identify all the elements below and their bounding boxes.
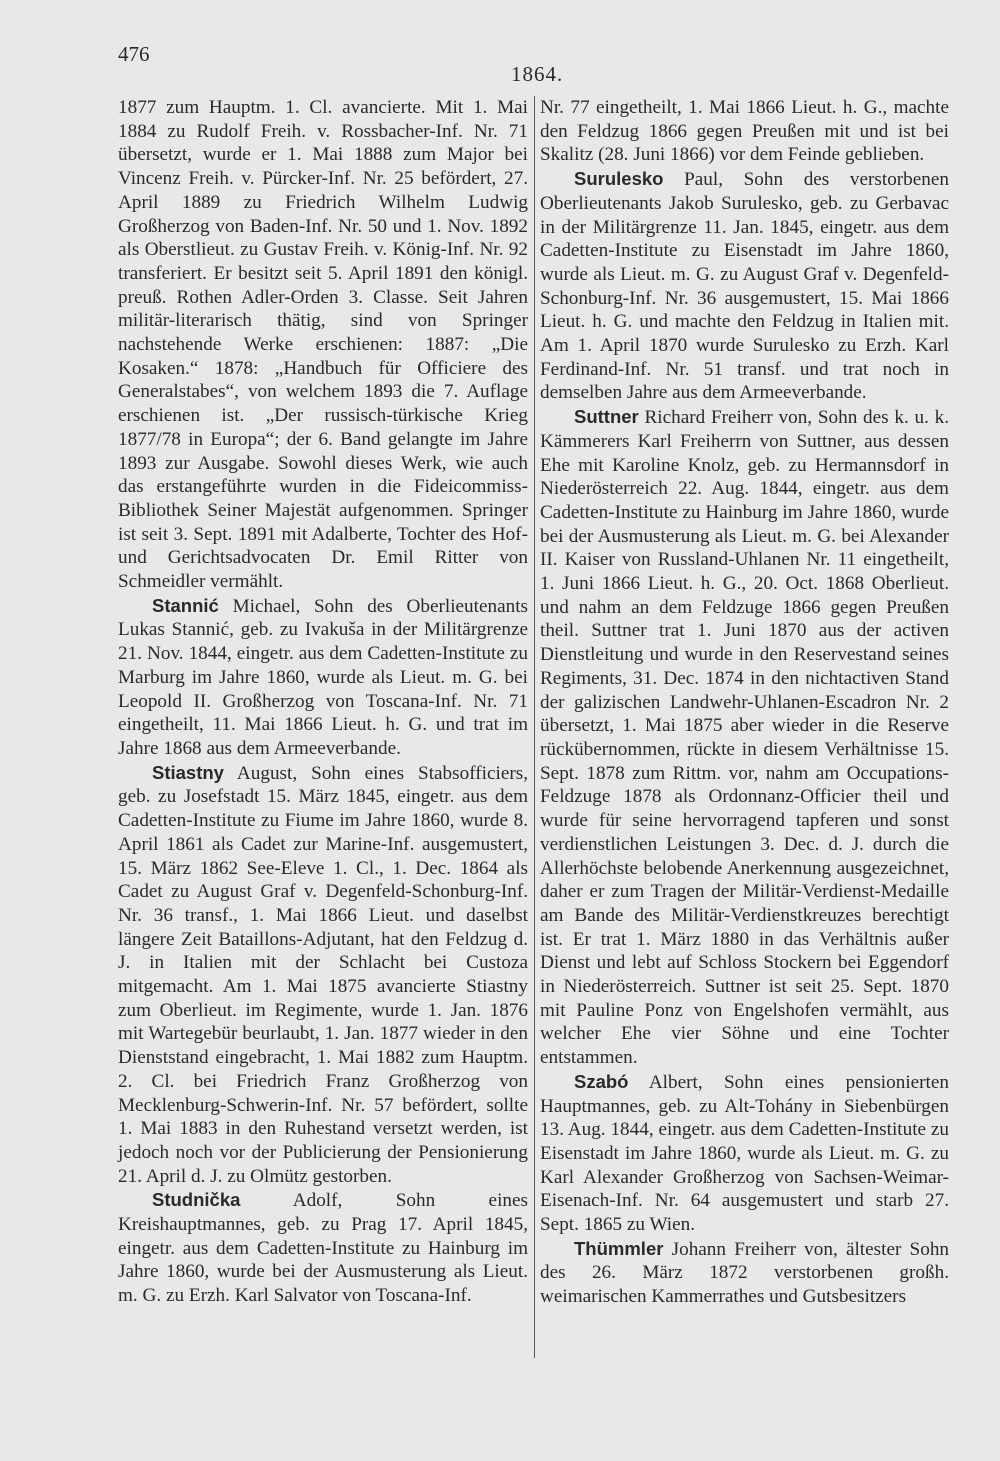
entry-text: Michael, Sohn des Oberlieutenants Lukas Stannić, geb. zu Ivakuša in der Militärgrenze 21. Nov. 1844, eingetr. aus dem Cadetten-Institute zu Marburg im Jahre 1860, wurde als Lieut. m. G. bei Leopold II. Großherzog von Toscana-Inf. Nr. 71 eingetheilt, 11. Mai 1866 Lieut. h. G. und trat im Jahre 1868 aus dem Armeeverbande. [118,595,528,759]
left-column [118,96,528,1316]
entry-text: Nr. 77 eingetheilt, 1. Mai 1866 Lieut. h. G., machte den Feldzug 1866 gegen Preußen mit und ist bei Skalitz (28. Juni 1866) vor dem Feinde geblieben. [540,97,949,166]
biography-entry-studnicka [118,1188,528,1316]
entry-surname: Stannić [152,594,219,616]
entry-text: Albert, Sohn eines pensionierten Hauptmannes, geb. zu Alt-Tohány in Siebenbürgen 13. Aug. 1844, eingetr. aus dem Cadetten-Institute zu Eisenstadt im Jahre 1860, wurde als Lieut. m. G. zu Karl Alexander Großherzog von Sachsen-Weimar-Eisenach-Inf. Nr. 64 ausgemustert und starb 27. Sept. 1865 zu Wien. [540,1071,949,1236]
column-divider [534,96,535,1358]
biography-entry-stiastny [118,761,528,1189]
biography-entry-szabo [540,1070,949,1237]
entry-surname: Studnička [152,1189,241,1211]
biography-entry-thuemmler [540,1237,949,1309]
entry-text: Paul, Sohn des verstorbenen Oberlieutenants Jakob Surulesko, geb. zu Gerbavac in der Militärgrenze 11. Jan. 1845, eingetr. aus dem Cadetten-Institute zu Eisenstadt im Jahre 1860, wurde als Lieut. m. G. zu August Graf v. Degenfeld-Schonburg-Inf. Nr. 36 ausgemustert, 15. Mai 1866 Lieut. h. G. und machte den Feldzug in Italien mit. Am 1. April 1870 wurde Surulesko zu Erzh. Karl Ferdinand-Inf. Nr. 51 transf. und trat noch in demselben Jahre aus dem Armeeverbande. [540,169,949,404]
page-number: 476 [118,42,150,66]
running-head-year: 1864. [511,62,564,86]
biography-continuation [540,96,949,167]
entry-surname: Stiastny [152,761,224,783]
entry-text: 1877 zum Hauptm. 1. Cl. avancierte. Mit 1. Mai 1884 zu Rudolf Freih. v. Rossbacher-Inf. Nr. 71 übersetzt, wurde er 1. Mai 1888 zum Major bei Vincenz Freih. v. Pürcker-Inf. Nr. 25 befördert, 27. April 1889 zu Friedrich Wilhelm Ludwig Großherzog von Baden-Inf. Nr. 50 und 1. Nov. 1892 als Oberstlieut. zu Gustav Freih. v. König-Inf. Nr. 92 transferiert. Er besitzt seit 5. April 1891 den königl. preuß. Rothen Adler-Orden 3. Classe. Seit Jahren militär-literarisch thätig, sind von Springer nachstehende Werke erschienen: 1887: „Die Kosaken.“ 1878: „Handbuch für Officiere des Generalstabes“, von welchem 1893 die 7. Auflage erschienen ist. „Der russisch-türkische Krieg 1877/78 in Europa“; der 6. Band gelangte im Jahre 1893 zur Ausgabe. Sowohl dieses Werk, wie auch das erstangeführte wurden in die Fideicommiss-Bibliothek Seiner Majestät aufgenommen. Springer ist seit 3. Sept. 1891 mit Adalberte, Tochter des Hof- und Gerichtsadvocaten Dr. Emil Ritter von Schmeidler vermählt. [118,97,528,593]
biography-entry-surulesko [540,167,949,405]
right-column [540,96,949,1309]
entry-surname: Surulesko [574,168,664,190]
entry-text: Adolf, Sohn eines Kreishauptmannes, geb. zu Prag 17. April 1845, eingetr. aus dem Cadetten-Institute zu Hainburg im Jahre 1860, wurde bei der Ausmusterung als Lieut. m. G. zu Erzh. Karl Salvator von Toscana-Inf. [118,1190,528,1307]
entry-surname: Thümmler [574,1237,664,1259]
entry-surname: Szabó [574,1070,629,1092]
entry-text: Johann Freiherr von, ältester Sohn des 26. März 1872 verstorbenen großh. weimarischen Kammerrathes und Gutsbesitzers [540,1238,950,1308]
entry-text: August, Sohn eines Stabsofficiers, geb. zu Josefstadt 15. März 1845, eingetr. aus dem Cadetten-Institute zu Fiume im Jahre 1860, wurde 8. April 1861 als Cadet zur Marine-Inf. ausgemustert, 15. März 1862 See-Eleve 1. Cl., 1. Dec. 1864 als Cadet zu August Graf v. Degenfeld-Schonburg-Inf. Nr. 36 transf., 1. Mai 1866 Lieut. und daselbst längere Zeit Bataillons-Adjutant, hat den Feldzug d. J. in Italien mit der Schlacht bei Custoza mitgemacht. Am 1. Mai 1875 avancierte Stiastny zum Oberlieut. im Regimente, wurde 1. Jan. 1876 mit Wartegebür beurlaubt, 1. Jan. 1877 wieder in den Dienststand eingebracht, 1. Mai 1882 zum Hauptm. 2. Cl. bei Friedrich Franz Großherzog von Mecklenburg-Schwerin-Inf. Nr. 57 befördert, sollte 1. Mai 1883 in den Ruhestand versetzt werden, ist jedoch noch vor der Publicierung der Pensionierung 21. April d. J. zu Olmütz gestorben. [118,762,528,1187]
biography-entry-stannic [118,594,528,761]
entry-text: Richard Freiherr von, Sohn des k. u. k. Kämmerers Karl Freiherrn von Suttner, aus dessen Ehe mit Karoline Knolz, geb. zu Hermannsdorf in Niederösterreich 22. Aug. 1844, eingetr. aus dem Cadetten-Institute zu Hainburg im Jahre 1860, wurde bei der Ausmusterung als Lieut. m. G. bei Alexander II. Kaiser von Russland-Uhlanen Nr. 11 eingetheilt, 1. Juni 1866 Lieut. h. G., 20. Oct. 1868 Oberlieut. und nahm an dem Feldzuge 1866 gegen Preußen theil. Suttner trat 1. Juni 1870 aus der activen Dienstleitung und wurde in den Reservestand seines Regiments, 31. Dec. 1874 in den nichtactiven Stand der galizischen Landwehr-Uhlanen-Escadron Nr. 2 übersetzt, 1. Mai 1875 aber wieder in die Reserve rückübernommen, rückte in diesem Verhältnisse 15. Sept. 1878 zum Rittm. vor, nahm am Occupations-Feldzuge 1878 als Ordonnanz-Officier theil und wurde für seine hervorragend tapferen und sonst verdienstlichen Leistungen 3. Dec. d. J. durch die Allerhöchste belobende Anerkennung ausgezeichnet, daher er zum Tragen der Militär-Verdienst-Medaille am Bande des Militär-Verdienstkreuzes berechtigt ist. Er trat 1. März 1880 in das Verhältnis außer Dienst und lebt auf Schloss Stockern bei Eggendorf in Niederösterreich. Suttner ist seit 25. Sept. 1870 mit Pauline Ponz von Engelshofen vermählt, aus welcher Ehe vier Söhne und eine Tochter entstammen. [540,407,949,1069]
biography-entry-suttner [540,405,949,1070]
entry-surname: Suttner [574,406,639,428]
biography-continuation [118,96,528,594]
